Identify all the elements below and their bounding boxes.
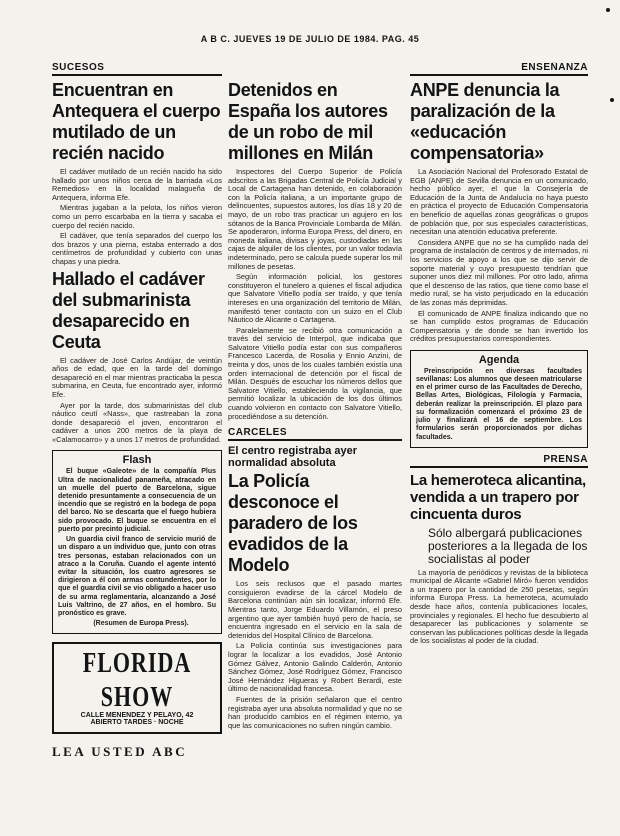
margin-mark — [606, 8, 610, 12]
kicker-modelo: El centro registraba ayer normalidad absoluta — [228, 445, 358, 470]
paragraph: La Policía continúa sus investigaciones para lograr la localizar a los evadidos, José Antonio Gómez Gálvez, Antonio Galindo Calderón, Antonio Sánchez Gómez, José Rodríguez Gómez, Francisco José Hernández Higueras y Robert Berardi, este último de nacionalidad francesa. — [228, 641, 402, 694]
headline-milan: Detenidos en España los autores de un robo de mil millones en Milán — [228, 80, 388, 163]
paragraph: Mientras jugaban a la pelota, los niños vieron como un perro escarbaba en la tierra y sacaba el cuerpo del recién nacido. — [52, 203, 222, 230]
column-ensenanza — [410, 62, 588, 832]
paragraph: La Asociación Nacional del Profesorado Estatal de EGB (ANPE) de Sevilla denuncia en un comunicado, hecho público ayer, el que la Consejería de Educación de la Junta de Andalucía no haya puesto en práctica el proyecto de Educación Compensatoria en beneficio de aquellas zonas geográficas o grupos de población que, por sus especiales características, necesitan una atención educativa preferente. — [410, 167, 588, 237]
paragraph: El cadáver de José Carlos Andújar, de veintún años de edad, que en la tarde del domingo desapareció en el mar mientras practicaba la pesca submarina, en Ceuta, fue encontrado ayer, informó Efe. — [52, 355, 222, 399]
column-middle — [228, 62, 402, 832]
headline-anpe: ANPE denuncia la paralización de la «educación compensatoria» — [410, 80, 560, 163]
page-header: A B C. JUEVES 19 DE JULIO DE 1984. PAG. 45 — [200, 34, 420, 44]
lea-usted-abc: LEA USTED ABC — [52, 744, 188, 760]
paragraph: Ayer por la tarde, dos submarinistas del club náutico ceutí «Nass», que rastreaban la zona donde desapareció el joven, encontraron el cadáver a unos 200 metros de la playa de «Calamocarro» y a unos 17 metros de profundidad. — [52, 400, 222, 444]
headline-hemeroteca: La hemeroteca alicantina, vendida a un trapero por cincuenta duros — [410, 471, 586, 523]
headline-ceuta: Hallado el cadáver del submarinista desaparecido en Ceuta — [52, 268, 205, 352]
paragraph: La mayoría de periódicos y revistas de la biblioteca municipal de Alicante «Gabriel Miró» fueron vendidos a un trapero por la cantidad de 250 pesetas, según informa Europa Press. La hemeroteca, acumulado desde hace años, contenía publicaciones locales, provinciales y regionales. El hecho fue descubierto al desaparecer las publicaciones y solamente se conservan las publicaciones políticas desde la llegada de los socialistas al poder de la ciudad. — [410, 567, 588, 646]
subheadline-hemeroteca: Sólo albergará publicaciones posteriores a la llegada de los socialistas al poder — [428, 525, 588, 566]
flash-box — [52, 450, 222, 634]
paragraph: Considera ANPE que no se ha cumplido nada del programa de instalación de centros y de internados, ni los servicios de apoyo a los que se dijo servir de soporte material y cuyo presupuesto tendrían que suponer unos diez mil millones. Por otro lado, afirma que el descenso de las ratios, que tiene como base el medio rural, se ha visto perjudicado en la educación de las zonas más deprimidas. — [410, 237, 588, 307]
ad-name: FLORIDA SHOW — [82, 646, 192, 713]
paragraph: El cadáver mutilado de un recién nacido ha sido hallado por unos niños cerca de la barriada «Los Remedios» en la localidad malagueña de Antequera, informa Efe. — [52, 167, 222, 202]
paragraph: Paralelamente se recibió otra comunicación a través del servicio de Interpol, que indicaba que Salvatore Vitiello podía estar con sus compañeros Francesco Lacerda, de Rosolia y Ennio Anzini, de treinta y dos, unos de los cuales también existía una orden internacional de detención por el fiscal de Milán. Después de escuchar los números dellos que Salvatore Vitiello, estableciendo la vigilancia, que permitió localizar la ubicación de los dos últimos cuando volvieron en contacto con Salvatore Vitiello, procediéndose a su detención. — [228, 325, 402, 421]
headline-modelo: La Policía desconoce el paradero de los evadidos de la Modelo — [228, 471, 358, 576]
ad-hours: ABIERTO TARDES · NOCHE — [90, 719, 184, 727]
paragraph: Fuentes de la prisión señalaron que el centro registraba ayer una absoluta normalidad y que no se han producido cambios en el régimen interno, ya que las comunicaciones no sufren ningún cambio. — [228, 694, 402, 730]
ad-address: CALLE MENENDEZ Y PELAYO, 42 — [80, 712, 194, 720]
flash-title: Flash — [122, 454, 152, 467]
paragraph: Inspectores del Cuerpo Superior de Policía adscritos a las Brigadas Central de Policía Judicial y Local de Cartagena han detenido, en colaboración con la Policía italiana, a un importante grupo de delincuentes, supuestos autores, los días 18 y 20 de mayo, de un robo tras practicar un agujero en los sótanos de la Banca Provinciale Lombarda de Milán. Se apoderaron, informa Europa Press, del dinero, en moneda italiana, divisas y joyas, custodiadas en las cajas de alquiler de los clientes, por un valor todavía indeterminado, pero se calcula puede superar los mil millones de pesetas. — [228, 167, 402, 271]
paragraph: Los seis reclusos que el pasado martes consiguieron evadirse de la cárcel Modelo de Barcelona continúan aún sin localizar, informó Efe. Mientras tanto, Jorge Eduardo Villamón, el preso argentino que ayer también huyó pero de hacía, se encuentra ingresado en el servicio en la sala de detenidos del Hospital Clínico de Barcelona. — [228, 579, 402, 640]
column-sucesos — [52, 62, 222, 832]
agenda-box — [410, 350, 588, 448]
paragraph: El cadáver, que tenía separados del cuerpo los dos brazos y una pierna, estaba enterrado a dos centímetros de profundidad y cubierto con unas chapas y una piedra. — [52, 231, 222, 266]
margin-mark — [610, 98, 614, 102]
flash-credit: (Resumen de Europa Press). — [93, 620, 189, 628]
section-sucesos: SUCESOS — [52, 62, 222, 76]
flash-item: Un guardia civil franco de servicio murió de un disparo a un individuo que, junto con otras tres personas, estaban relacionados con un atraco a la Coruña. Cuando el agente intentó evitar la situación, los cuatro agresores se dirigieron a él con armas contundentes, por lo que el guardia civil se vio obligado a hacer uso de su arma reglamentaria, alcanzando a José Luis Valtrino, de 27 años, en el hombro. Su pronóstico es grave. — [58, 536, 216, 617]
paragraph: Según información policial, los gestores constituyeron el tunelero a quienes el fiscal adjudica que Salvatore Vitiello podía ser traído, y que tenía intereses en una organización del territorio de Milán, manifestó tener contacto con un suizo en el Club Náutico de Alicante o Cartagena. — [228, 272, 402, 325]
paragraph: El comunicado de ANPE finaliza indicando que no se han cumplido estos programas de Educación Compensatoria y de donde se han invertido los créditos presupuestarios correspondientes. — [410, 308, 588, 344]
section-prensa: PRENSA — [410, 454, 588, 468]
agenda-item: Preinscripción en diversas facultades sevillanas: Los alumnos que deseen matricularse en el primer curso de las Facultades de Derecho, Bellas Artes, Biológicas, Filología y Farmacia, deberán realizar la preinscripción. El plazo para su formalización comenzará el próximo 23 de julio y finalizará el 16 de septiembre. Los formularios serán proporcionados por dichas facultades. — [416, 367, 582, 441]
flash-item: El buque «Galeote» de la compañía Plus Ultra de nacionalidad panameña, atracado en un muelle del puerto de Barcelona, sigue detenido presuntamente a consecuencia de un incendio que se registró en la bodega de popa del barco. No se descarta que el fuego hubiera sido provocado. El buque se encuentra en el puerto por precinto judicial. — [58, 468, 216, 533]
agenda-title: Agenda — [478, 353, 520, 366]
headline-antequera: Encuentran en Antequera el cuerpo mutilado de un recién nacido — [52, 80, 221, 163]
florida-show-ad — [52, 642, 222, 734]
section-ensenanza: ENSEÑANZA — [410, 62, 588, 76]
section-carceles: CARCELES — [228, 427, 402, 441]
